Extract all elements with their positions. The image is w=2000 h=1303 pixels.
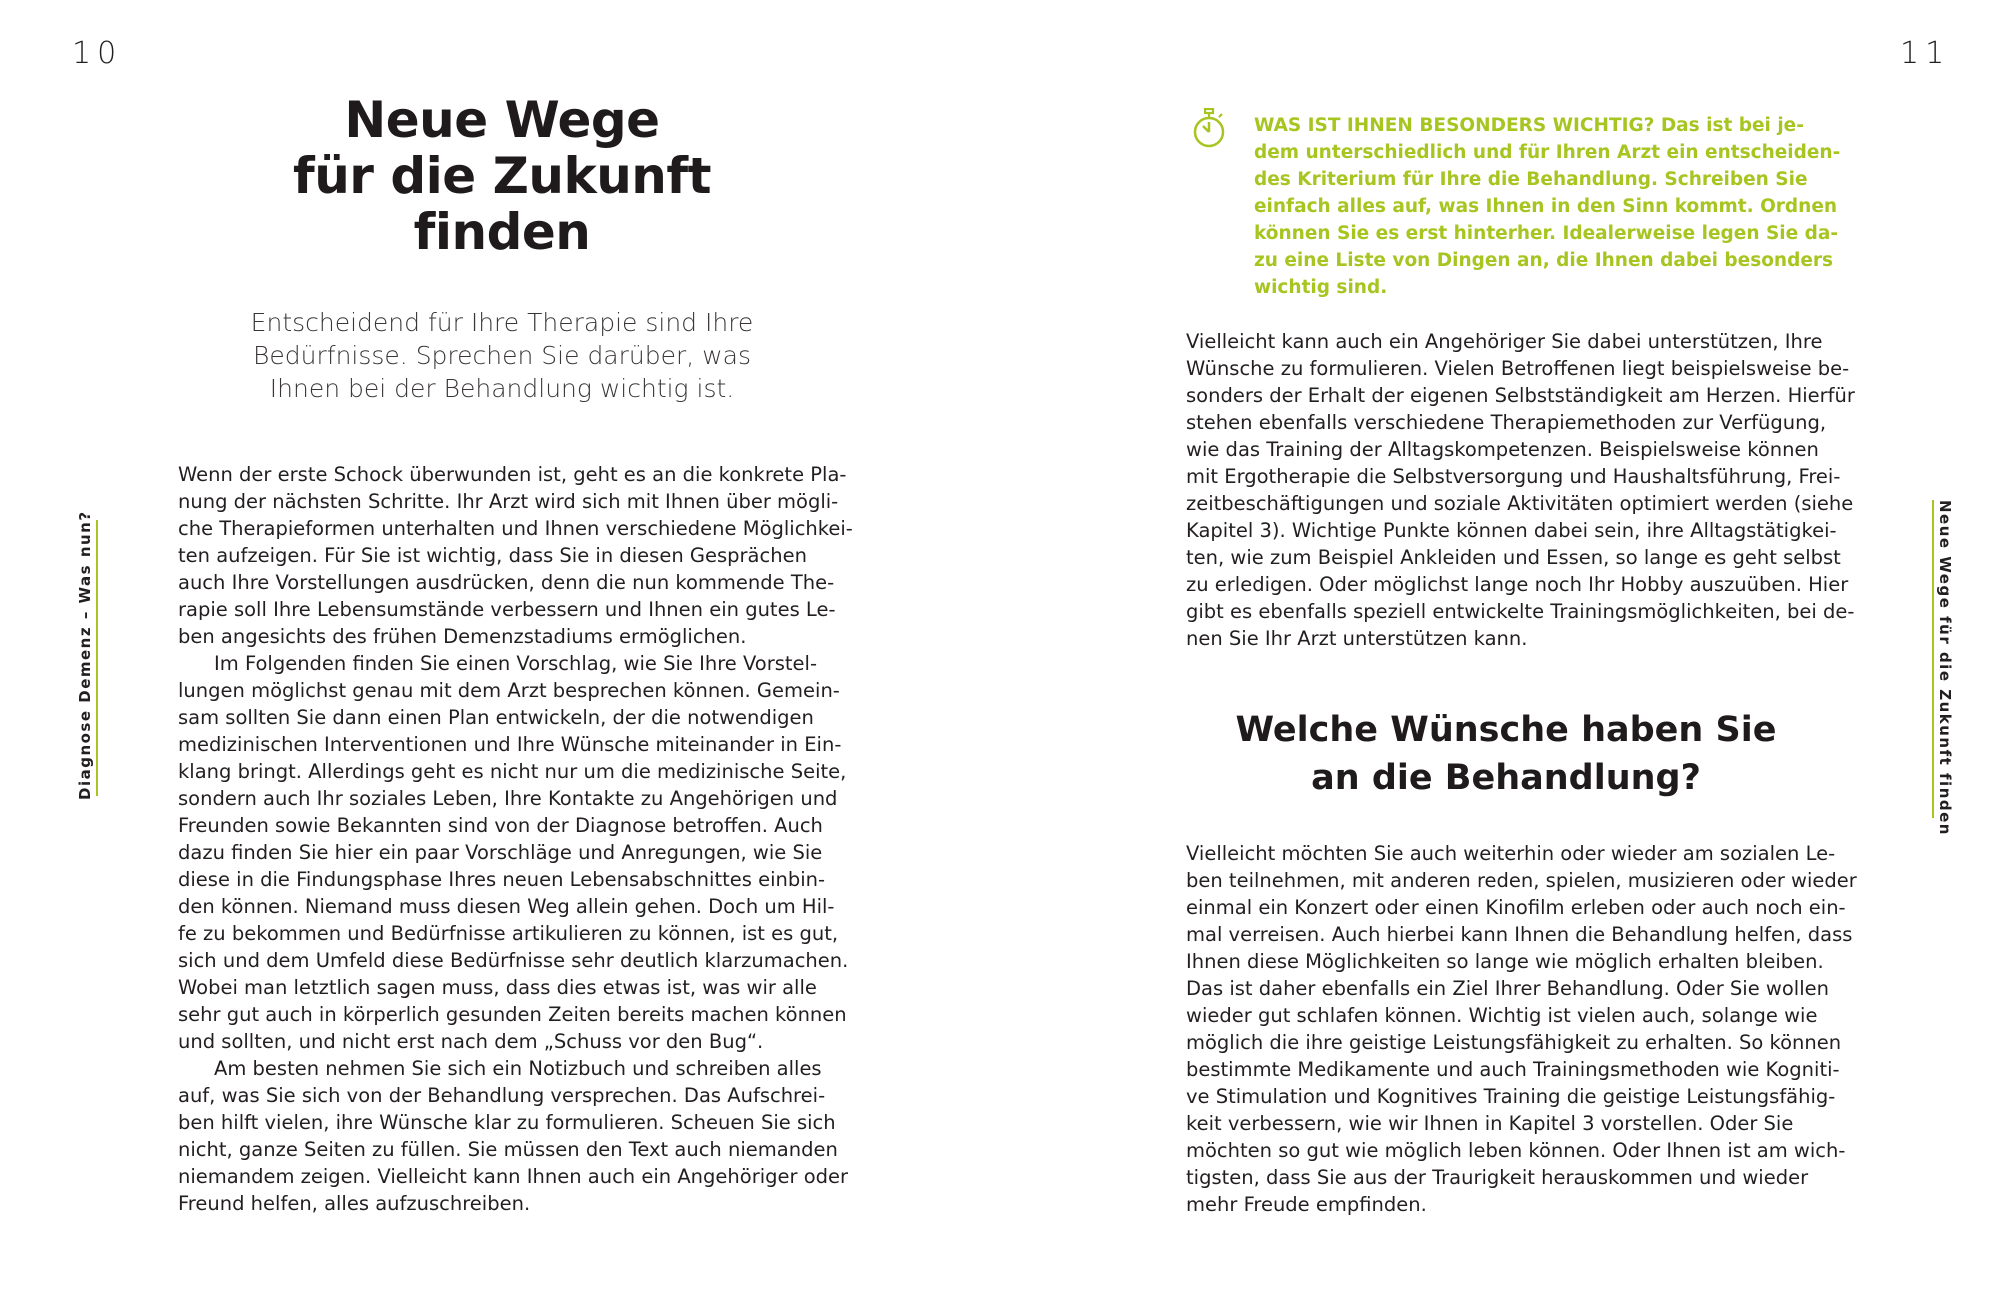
- page-number-left: 10: [72, 36, 123, 71]
- left-body-text: [178, 461, 853, 1217]
- text-line: mit Ergotherapie die Selbstversorgung und Haushaltsführung, Frei-: [1186, 465, 1841, 488]
- page-number-right: 11: [1900, 36, 1951, 71]
- lead-line: Ihnen bei der Behandlung wichtig ist.: [269, 374, 735, 403]
- right-page: [1000, 0, 2000, 1303]
- sidebar-right: [1930, 500, 1960, 836]
- text-line: zu eine Liste von Dingen an, die Ihnen dabei besonders: [1254, 250, 1834, 271]
- sidebar-rule-right: [1932, 500, 1934, 818]
- stopwatch-icon: [1192, 108, 1226, 150]
- text-line: ten, wie zum Beispiel Ankleiden und Essen, so lange es geht selbst: [1186, 546, 1841, 569]
- text-line: Freund helfen, alles aufzuschreiben.: [178, 1192, 531, 1215]
- section-heading-line: an die Behandlung?: [1311, 758, 1701, 798]
- text-line: ben hilft vielen, ihre Wünsche klar zu formulieren. Scheuen Sie sich: [178, 1111, 836, 1134]
- text-line: wie das Training der Alltagskompetenzen. Beispielsweise können: [1186, 438, 1819, 461]
- text-line: gibt es ebenfalls speziell entwickelte Trainingsmöglichkeiten, bei de-: [1186, 600, 1855, 623]
- text-line: Im Folgenden finden Sie einen Vorschlag, wie Sie Ihre Vorstel-: [214, 652, 818, 675]
- text-line: wichtig sind.: [1254, 277, 1388, 298]
- text-line: Am besten nehmen Sie sich ein Notizbuch und schreiben alles: [214, 1057, 822, 1080]
- text-line: diese in die Findungsphase Ihres neuen Lebensabschnittes einbin-: [178, 868, 826, 891]
- text-line: einfach alles auf, was Ihnen in den Sinn kommt. Ordnen: [1254, 196, 1838, 217]
- lead-line: Bedürfnisse. Sprechen Sie darüber, was: [253, 341, 751, 370]
- text-line: dazu finden Sie hier ein paar Vorschläge und Anregungen, wie Sie: [178, 841, 823, 864]
- sidebar-rule-left: [96, 520, 98, 796]
- text-line: und sollten, und nicht erst nach dem „Schuss vor den Bug“.: [178, 1030, 764, 1053]
- text-line: sonders der Erhalt der eigenen Selbstständigkeit am Herzen. Hierfür: [1186, 384, 1855, 407]
- chapter-title-line: Neue Wege: [344, 91, 660, 149]
- text-line: nicht, ganze Seiten zu füllen. Sie müssen den Text auch niemanden: [178, 1138, 838, 1161]
- text-line: bestimmte Medikamente und auch Trainingsmethoden wie Kogniti-: [1186, 1058, 1840, 1081]
- text-line: auch Ihre Vorstellungen ausdrücken, denn die nun kommende The-: [178, 571, 835, 594]
- text-line: Vielleicht möchten Sie auch weiterhin oder wieder am sozialen Le-: [1186, 842, 1836, 865]
- lead-line: Entscheidend für Ihre Therapie sind Ihre: [250, 308, 754, 337]
- tip-box: [1254, 112, 1854, 301]
- text-line: können Sie es erst hinterher. Idealerweise legen Sie da-: [1254, 223, 1838, 244]
- text-line: sich und dem Umfeld diese Bedürfnisse sehr deutlich klarzumachen.: [178, 949, 849, 972]
- text-line: sam sollten Sie dann einen Plan entwickeln, der die notwendigen: [178, 706, 814, 729]
- text-line: Ihnen diese Möglichkeiten so lange wie möglich erhalten bleiben.: [1186, 950, 1824, 973]
- chapter-title: [234, 92, 770, 260]
- text-line: fe zu bekommen und Bedürfnisse artikulieren zu können, ist es gut,: [178, 922, 839, 945]
- text-line: den können. Niemand muss diesen Weg allein gehen. Doch um Hil-: [178, 895, 835, 918]
- text-line: stehen ebenfalls verschiedene Therapiemethoden zur Verfügung,: [1186, 411, 1827, 434]
- text-line: zu erledigen. Oder möglichst lange noch Ihr Hobby auszuüben. Hier: [1186, 573, 1849, 596]
- text-line: tigsten, dass Sie aus der Traurigkeit herauskommen und wieder: [1186, 1166, 1809, 1189]
- sidebar-left: [70, 510, 100, 800]
- text-line: rapie soll Ihre Lebensumstände verbessern und Ihnen ein gutes Le-: [178, 598, 836, 621]
- section-heading-line: Welche Wünsche haben Sie: [1235, 710, 1777, 750]
- text-line: ve Stimulation und Kognitives Training die geistige Leistungsfähig-: [1186, 1085, 1836, 1108]
- text-line: medizinischen Interventionen und Ihre Wünsche miteinander in Ein-: [178, 733, 842, 756]
- text-line: Vielleicht kann auch ein Angehöriger Sie dabei unterstützen, Ihre: [1186, 330, 1823, 353]
- text-line: klang bringt. Allerdings geht es nicht nur um die medizinische Seite,: [178, 760, 847, 783]
- text-line: ben teilnehmen, mit anderen reden, spielen, musizieren oder wieder: [1186, 869, 1857, 892]
- right-body-text-2: [1186, 840, 1857, 1218]
- text-line: Freunden sowie Bekannten sind von der Diagnose betroffen. Auch: [178, 814, 823, 837]
- text-line: WAS IST IHNEN BESONDERS WICHTIG? Das ist bei je-: [1254, 115, 1804, 136]
- text-line: ten aufzeigen. Für Sie ist wichtig, dass Sie in diesen Gesprächen: [178, 544, 807, 567]
- text-line: lungen möglichst genau mit dem Arzt besprechen können. Gemein-: [178, 679, 840, 702]
- text-line: auf, was Sie sich von der Behandlung versprechen. Das Aufschrei-: [178, 1084, 826, 1107]
- lead-paragraph: [234, 306, 770, 405]
- text-line: möglich die ihre geistige Leistungsfähigkeit zu erhalten. So können: [1186, 1031, 1842, 1054]
- text-line: niemandem zeigen. Vielleicht kann Ihnen auch ein Angehöriger oder: [178, 1165, 849, 1188]
- text-line: sondern auch Ihr soziales Leben, Ihre Kontakte zu Angehörigen und: [178, 787, 838, 810]
- text-line: ben angesichts des frühen Demenzstadiums ermöglichen.: [178, 625, 747, 648]
- text-line: möchten so gut wie möglich leben können. Oder Ihnen ist am wich-: [1186, 1139, 1846, 1162]
- sidebar-label-left: Diagnose Demenz – Was nun?: [76, 510, 94, 800]
- text-line: nen Sie Ihr Arzt unterstützen kann.: [1186, 627, 1528, 650]
- right-body-text-1: [1186, 328, 1855, 652]
- text-line: keit verbessern, wie wir Ihnen in Kapitel 3 vorstellen. Oder Sie: [1186, 1112, 1794, 1135]
- text-line: dem unterschiedlich und für Ihren Arzt ein entscheiden-: [1254, 142, 1841, 163]
- sidebar-label-right: Neue Wege für die Zukunft finden: [1936, 500, 1954, 836]
- text-line: Das ist daher ebenfalls ein Ziel Ihrer Behandlung. Oder Sie wollen: [1186, 977, 1829, 1000]
- text-line: sehr gut auch in körperlich gesunden Zeiten bereits machen können: [178, 1003, 847, 1026]
- text-line: des Kriterium für Ihre die Behandlung. Schreiben Sie: [1254, 169, 1808, 190]
- text-line: einmal ein Konzert oder einen Kinofilm erleben oder auch noch ein-: [1186, 896, 1846, 919]
- text-line: nung der nächsten Schritte. Ihr Arzt wird sich mit Ihnen über mögli-: [178, 490, 839, 513]
- text-line: Wobei man letztlich sagen muss, dass dies etwas ist, was wir alle: [178, 976, 817, 999]
- chapter-title-line: für die Zukunft: [292, 147, 712, 205]
- text-line: Kapitel 3). Wichtige Punkte können dabei sein, ihre Alltagstätigkei-: [1186, 519, 1837, 542]
- section-heading: [1186, 706, 1826, 802]
- text-line: Wünsche zu formulieren. Vielen Betroffenen liegt beispielsweise be-: [1186, 357, 1850, 380]
- text-line: zeitbeschäftigungen und soziale Aktivitäten optimiert werden (siehe: [1186, 492, 1854, 515]
- chapter-title-line: finden: [413, 203, 591, 261]
- text-line: mal verreisen. Auch hierbei kann Ihnen die Behandlung helfen, dass: [1186, 923, 1853, 946]
- text-line: mehr Freude empfinden.: [1186, 1193, 1427, 1216]
- text-line: wieder gut schlafen können. Wichtig ist vielen auch, solange wie: [1186, 1004, 1818, 1027]
- text-line: che Therapieformen unterhalten und Ihnen verschiedene Möglichkei-: [178, 517, 853, 540]
- text-line: Wenn der erste Schock überwunden ist, geht es an die konkrete Pla-: [178, 463, 847, 486]
